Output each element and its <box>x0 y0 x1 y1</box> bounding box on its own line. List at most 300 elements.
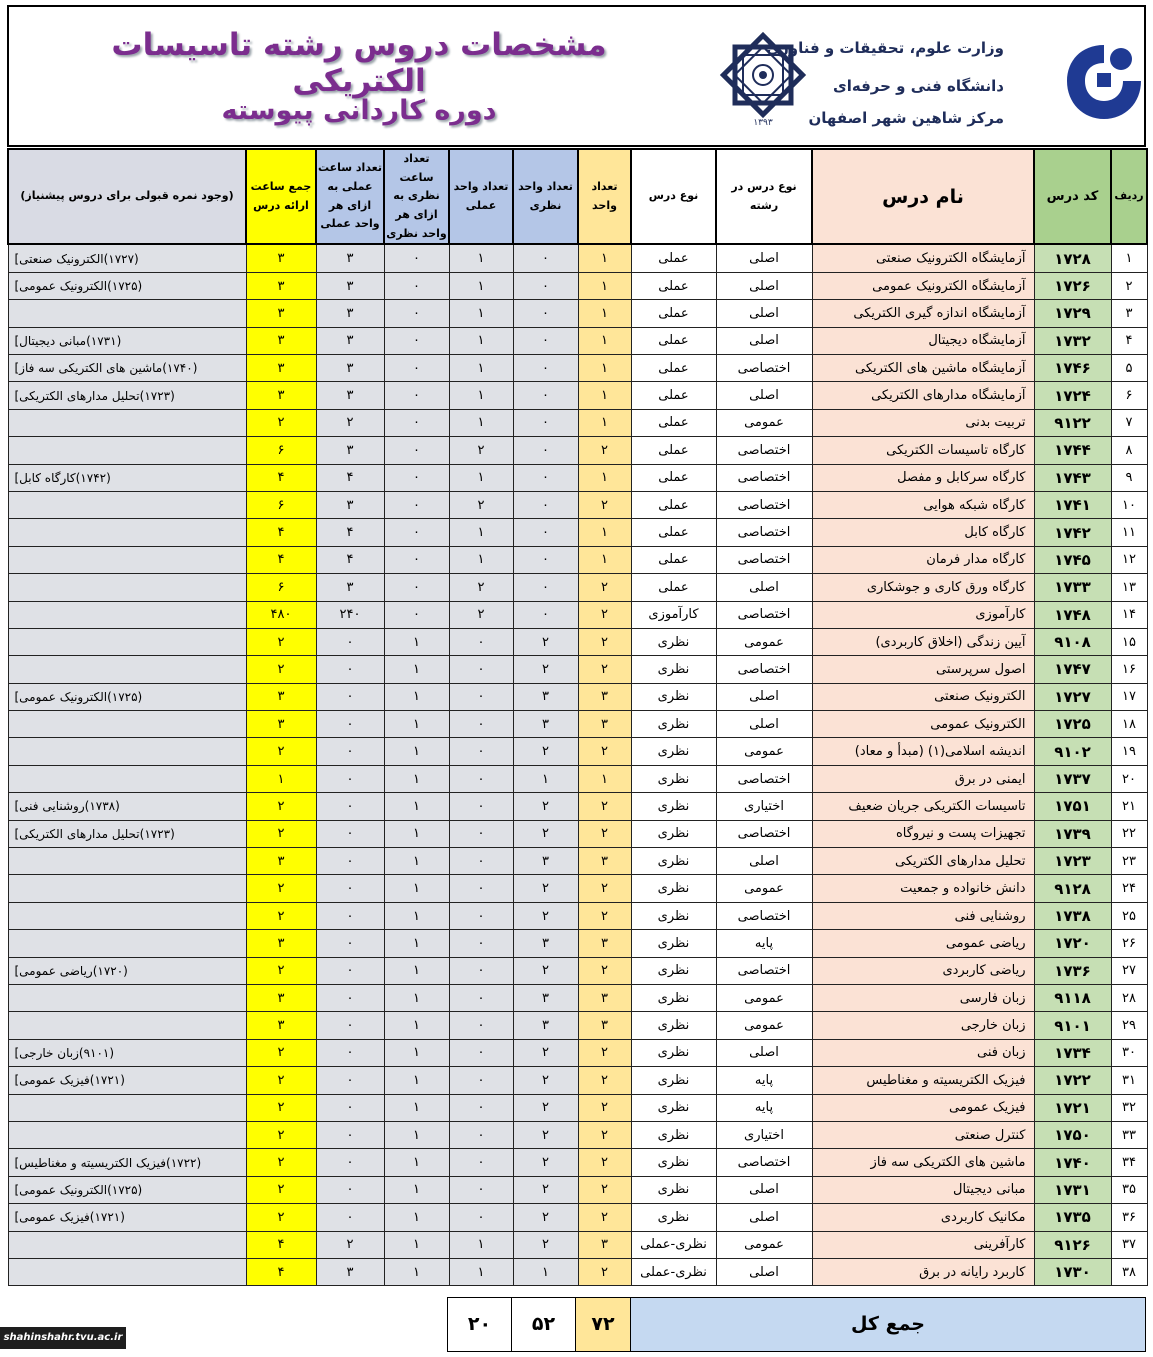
cell-units: ۲ <box>578 1204 631 1231</box>
cell-course-code: ۹۱۰۱ <box>1034 1012 1111 1039</box>
cell-course-kind: نظری <box>631 711 716 738</box>
cell-practice-units: ۰ <box>449 1012 513 1039</box>
cell-practice-units: ۱ <box>449 1231 513 1258</box>
cell-prerequisite: (۱۷۲۵)الکترونیک عمومی] <box>8 272 246 299</box>
cell-course-code: ۱۷۳۷ <box>1034 765 1111 792</box>
cell-course-kind: کارآموزی <box>631 601 716 628</box>
cell-total-hours: ۳ <box>246 930 316 957</box>
table-row <box>8 1149 1147 1176</box>
cell-practice-hours: ۰ <box>316 1176 384 1203</box>
cell-practice-units: ۰ <box>449 628 513 655</box>
document-title: مشخصات دروس رشته تاسیسات الکتریکی <box>111 27 607 99</box>
cell-kind-in-field: اختصاصی <box>716 820 812 847</box>
cell-prerequisite <box>8 902 246 929</box>
cell-theory-hours: ۱ <box>384 957 449 984</box>
cell-units: ۳ <box>578 984 631 1011</box>
cell-row-number: ۲۸ <box>1111 984 1147 1011</box>
cell-practice-hours: ۰ <box>316 738 384 765</box>
header-total-hours: جمع ساعت ارائه درس <box>246 149 316 244</box>
cell-row-number: ۷ <box>1111 409 1147 436</box>
cell-total-hours: ۶ <box>246 437 316 464</box>
cell-course-kind: نظری <box>631 957 716 984</box>
cell-units: ۲ <box>578 820 631 847</box>
header-course-kind: نوع درس <box>631 149 716 244</box>
cell-kind-in-field: اختصاصی <box>716 957 812 984</box>
cell-theory-units: ۳ <box>513 930 578 957</box>
cell-kind-in-field: عمومی <box>716 1012 812 1039</box>
cell-prerequisite: (۱۷۲۱)فیزیک عمومی] <box>8 1067 246 1094</box>
cell-units: ۲ <box>578 793 631 820</box>
cell-total-hours: ۴ <box>246 519 316 546</box>
cell-prerequisite <box>8 656 246 683</box>
cell-row-number: ۱۹ <box>1111 738 1147 765</box>
cell-theory-hours: ۱ <box>384 1121 449 1148</box>
cell-theory-hours: ۱ <box>384 1012 449 1039</box>
cell-theory-units: ۰ <box>513 546 578 573</box>
cell-practice-units: ۱ <box>449 244 513 272</box>
cell-course-code: ۱۷۴۰ <box>1034 1149 1111 1176</box>
cell-theory-hours: ۰ <box>384 244 449 272</box>
cell-theory-units: ۰ <box>513 491 578 518</box>
cell-kind-in-field: عمومی <box>716 875 812 902</box>
cell-practice-hours: ۰ <box>316 683 384 710</box>
cell-practice-hours: ۳ <box>316 300 384 327</box>
cell-units: ۲ <box>578 1176 631 1203</box>
cell-total-hours: ۲ <box>246 793 316 820</box>
cell-kind-in-field: اصلی <box>716 244 812 272</box>
cell-row-number: ۲۴ <box>1111 875 1147 902</box>
cell-total-hours: ۲ <box>246 409 316 436</box>
cell-course-name: آزمایشگاه دیجیتال <box>812 327 1034 354</box>
cell-row-number: ۲۳ <box>1111 848 1147 875</box>
cell-course-name: الکترونیک عمومی <box>812 711 1034 738</box>
cell-theory-units: ۲ <box>513 1121 578 1148</box>
cell-row-number: ۲۲ <box>1111 820 1147 847</box>
cell-prerequisite: (۱۷۳۱)مبانی دیجیتال] <box>8 327 246 354</box>
cell-kind-in-field: اصلی <box>716 300 812 327</box>
cell-course-kind: نظری <box>631 628 716 655</box>
cell-practice-hours: ۰ <box>316 711 384 738</box>
cell-practice-hours: ۳ <box>316 272 384 299</box>
cell-theory-hours: ۰ <box>384 327 449 354</box>
cell-course-name: الکترونیک صنعتی <box>812 683 1034 710</box>
cell-units: ۳ <box>578 711 631 738</box>
cell-theory-hours: ۱ <box>384 656 449 683</box>
cell-theory-hours: ۱ <box>384 848 449 875</box>
cell-course-kind: نظری <box>631 1204 716 1231</box>
cell-course-kind: نظری <box>631 984 716 1011</box>
cell-row-number: ۱۳ <box>1111 574 1147 601</box>
cell-kind-in-field: پایه <box>716 1094 812 1121</box>
cell-row-number: ۱۲ <box>1111 546 1147 573</box>
cell-practice-hours: ۰ <box>316 656 384 683</box>
totals-practice-units: ۲۰ <box>447 1297 512 1352</box>
cell-practice-hours: ۰ <box>316 848 384 875</box>
cell-prerequisite: (۱۷۴۲)کارگاه کابل] <box>8 464 246 491</box>
cell-theory-units: ۰ <box>513 300 578 327</box>
cell-course-kind: نظری-عملی <box>631 1231 716 1258</box>
cell-row-number: ۱ <box>1111 244 1147 272</box>
cell-kind-in-field: پایه <box>716 930 812 957</box>
cell-course-kind: نظری <box>631 902 716 929</box>
cell-kind-in-field: عمومی <box>716 1231 812 1258</box>
cell-kind-in-field: اختصاصی <box>716 902 812 929</box>
cell-theory-units: ۰ <box>513 409 578 436</box>
table-row <box>8 1231 1147 1258</box>
table-row <box>8 711 1147 738</box>
cell-practice-units: ۰ <box>449 1204 513 1231</box>
cell-course-code: ۱۷۲۹ <box>1034 300 1111 327</box>
cell-units: ۳ <box>578 930 631 957</box>
cell-kind-in-field: عمومی <box>716 628 812 655</box>
cell-kind-in-field: اختصاصی <box>716 765 812 792</box>
cell-practice-units: ۲ <box>449 491 513 518</box>
cell-practice-hours: ۴ <box>316 464 384 491</box>
cell-course-name: تحلیل مدارهای الکتریکی <box>812 848 1034 875</box>
table-row <box>8 437 1147 464</box>
cell-course-code: ۱۷۴۱ <box>1034 491 1111 518</box>
cell-course-code: ۱۷۴۳ <box>1034 464 1111 491</box>
cell-prerequisite <box>8 409 246 436</box>
cell-course-name: فیزیک عمومی <box>812 1094 1034 1121</box>
cell-total-hours: ۴ <box>246 546 316 573</box>
cell-practice-hours: ۰ <box>316 875 384 902</box>
cell-course-kind: نظری <box>631 656 716 683</box>
table-row <box>8 848 1147 875</box>
cell-course-kind: عملی <box>631 409 716 436</box>
cell-units: ۲ <box>578 902 631 929</box>
cell-units: ۲ <box>578 957 631 984</box>
cell-row-number: ۲۱ <box>1111 793 1147 820</box>
cell-prerequisite <box>8 574 246 601</box>
cell-practice-units: ۱ <box>449 355 513 382</box>
cell-course-name: کارگاه کابل <box>812 519 1034 546</box>
cell-units: ۲ <box>578 1039 631 1066</box>
cell-row-number: ۴ <box>1111 327 1147 354</box>
cell-practice-hours: ۰ <box>316 984 384 1011</box>
cell-course-code: ۱۷۳۴ <box>1034 1039 1111 1066</box>
cell-total-hours: ۳ <box>246 327 316 354</box>
cell-practice-units: ۰ <box>449 711 513 738</box>
cell-practice-hours: ۳ <box>316 437 384 464</box>
cell-course-code: ۱۷۵۰ <box>1034 1121 1111 1148</box>
cell-course-code: ۹۱۲۲ <box>1034 409 1111 436</box>
cell-prerequisite: (۹۱۰۱)زبان خارجی] <box>8 1039 246 1066</box>
cell-practice-hours: ۳ <box>316 382 384 409</box>
cell-theory-hours: ۱ <box>384 902 449 929</box>
cell-course-code: ۹۱۰۸ <box>1034 628 1111 655</box>
cell-kind-in-field: اصلی <box>716 1039 812 1066</box>
cell-practice-hours: ۰ <box>316 793 384 820</box>
cell-course-name: کنترل صنعتی <box>812 1121 1034 1148</box>
cell-row-number: ۱۱ <box>1111 519 1147 546</box>
cell-theory-units: ۰ <box>513 355 578 382</box>
cell-units: ۲ <box>578 1149 631 1176</box>
table-row <box>8 382 1147 409</box>
cell-practice-hours: ۳ <box>316 574 384 601</box>
cell-units: ۱ <box>578 409 631 436</box>
cell-theory-units: ۲ <box>513 1231 578 1258</box>
cell-units: ۲ <box>578 574 631 601</box>
cell-course-name: آزمایشگاه الکترونیک صنعتی <box>812 244 1034 272</box>
cell-theory-units: ۰ <box>513 437 578 464</box>
cell-course-kind: عملی <box>631 327 716 354</box>
cell-practice-units: ۰ <box>449 793 513 820</box>
cell-course-name: زبان خارجی <box>812 1012 1034 1039</box>
cell-row-number: ۲۹ <box>1111 1012 1147 1039</box>
cell-practice-units: ۱ <box>449 300 513 327</box>
cell-course-name: فیزیک الکتریسیته و مغناطیس <box>812 1067 1034 1094</box>
cell-total-hours: ۴ <box>246 1258 316 1285</box>
header-practice-units: تعداد واحد عملی <box>449 149 513 244</box>
cell-practice-units: ۱ <box>449 546 513 573</box>
cell-theory-units: ۰ <box>513 382 578 409</box>
cell-row-number: ۳۳ <box>1111 1121 1147 1148</box>
cell-practice-units: ۰ <box>449 957 513 984</box>
cell-total-hours: ۲ <box>246 1121 316 1148</box>
cell-row-number: ۲۰ <box>1111 765 1147 792</box>
cell-theory-hours: ۱ <box>384 1149 449 1176</box>
cell-total-hours: ۳ <box>246 355 316 382</box>
cell-kind-in-field: اختیاری <box>716 1121 812 1148</box>
cell-course-name: آزمایشگاه اندازه گیری الکتریکی <box>812 300 1034 327</box>
cell-prerequisite <box>8 1094 246 1121</box>
cell-kind-in-field: اختصاصی <box>716 1149 812 1176</box>
cell-course-code: ۱۷۳۱ <box>1034 1176 1111 1203</box>
cell-kind-in-field: اصلی <box>716 327 812 354</box>
cell-theory-hours: ۰ <box>384 300 449 327</box>
cell-prerequisite <box>8 875 246 902</box>
cell-kind-in-field: اختصاصی <box>716 656 812 683</box>
cell-theory-units: ۰ <box>513 272 578 299</box>
table-row <box>8 820 1147 847</box>
institution-line-3: مرکز شاهین شهر اصفهان <box>808 109 1004 127</box>
table-row <box>8 519 1147 546</box>
table-row <box>8 628 1147 655</box>
cell-course-kind: عملی <box>631 272 716 299</box>
institution-line-1: وزارت علوم، تحقیقات و فناوری <box>766 39 1004 57</box>
table-row <box>8 272 1147 299</box>
cell-row-number: ۳۸ <box>1111 1258 1147 1285</box>
cell-practice-hours: ۰ <box>316 628 384 655</box>
cell-practice-units: ۲ <box>449 601 513 628</box>
cell-course-code: ۱۷۴۸ <box>1034 601 1111 628</box>
cell-course-kind: نظری <box>631 683 716 710</box>
cell-units: ۱ <box>578 300 631 327</box>
cell-total-hours: ۲ <box>246 738 316 765</box>
cell-units: ۳ <box>578 848 631 875</box>
cell-practice-units: ۰ <box>449 1121 513 1148</box>
cell-kind-in-field: اصلی <box>716 272 812 299</box>
cell-total-hours: ۲ <box>246 628 316 655</box>
cell-course-name: کارآموزی <box>812 601 1034 628</box>
cell-theory-hours: ۱ <box>384 1176 449 1203</box>
cell-units: ۲ <box>578 1121 631 1148</box>
cell-course-kind: نظری <box>631 930 716 957</box>
cell-course-name: ریاضی کاربردی <box>812 957 1034 984</box>
cell-total-hours: ۶ <box>246 491 316 518</box>
seal-year: ۱۳۹۳ <box>753 118 773 128</box>
header-theory-units: تعداد واحد نظری <box>513 149 578 244</box>
cell-total-hours: ۲ <box>246 1067 316 1094</box>
cell-course-kind: نظری <box>631 793 716 820</box>
cell-theory-hours: ۱ <box>384 1094 449 1121</box>
cell-practice-units: ۰ <box>449 683 513 710</box>
cell-theory-hours: ۱ <box>384 711 449 738</box>
cell-course-kind: عملی <box>631 437 716 464</box>
cell-course-code: ۱۷۴۵ <box>1034 546 1111 573</box>
cell-kind-in-field: اصلی <box>716 1176 812 1203</box>
totals-theory-units: ۵۲ <box>511 1297 576 1352</box>
cell-course-code: ۱۷۳۳ <box>1034 574 1111 601</box>
document-header <box>7 5 1146 147</box>
cell-practice-units: ۲ <box>449 574 513 601</box>
cell-prerequisite: (۱۷۲۵)الکترونیک عمومی] <box>8 1176 246 1203</box>
table-row <box>8 765 1147 792</box>
cell-course-name: دانش خانواده و جمعیت <box>812 875 1034 902</box>
cell-kind-in-field: اصلی <box>716 1204 812 1231</box>
cell-course-name: ایمنی در برق <box>812 765 1034 792</box>
cell-course-kind: عملی <box>631 574 716 601</box>
cell-kind-in-field: اصلی <box>716 711 812 738</box>
cell-row-number: ۲۶ <box>1111 930 1147 957</box>
course-table <box>7 148 1148 1286</box>
cell-theory-units: ۲ <box>513 957 578 984</box>
cell-prerequisite: (۱۷۲۳)تحلیل مدارهای الکتریکی] <box>8 382 246 409</box>
cell-row-number: ۱۴ <box>1111 601 1147 628</box>
cell-prerequisite <box>8 519 246 546</box>
table-row <box>8 656 1147 683</box>
cell-total-hours: ۲ <box>246 1039 316 1066</box>
cell-theory-units: ۰ <box>513 244 578 272</box>
cell-practice-hours: ۰ <box>316 1121 384 1148</box>
cell-kind-in-field: اختیاری <box>716 793 812 820</box>
cell-theory-units: ۳ <box>513 711 578 738</box>
cell-theory-units: ۰ <box>513 327 578 354</box>
table-row <box>8 546 1147 573</box>
cell-theory-hours: ۱ <box>384 765 449 792</box>
cell-course-kind: عملی <box>631 464 716 491</box>
cell-kind-in-field: اختصاصی <box>716 601 812 628</box>
table-row <box>8 1258 1147 1285</box>
cell-units: ۱ <box>578 765 631 792</box>
cell-practice-units: ۱ <box>449 1258 513 1285</box>
cell-course-kind: نظری <box>631 1094 716 1121</box>
cell-units: ۲ <box>578 1067 631 1094</box>
header-row-number: ردیف <box>1111 149 1147 244</box>
cell-course-name: کارگاه مدار فرمان <box>812 546 1034 573</box>
cell-practice-hours: ۰ <box>316 1094 384 1121</box>
document-subtitle: دوره کاردانی پیوسته <box>221 95 497 126</box>
cell-practice-units: ۱ <box>449 272 513 299</box>
cell-prerequisite: (۱۷۲۵)الکترونیک عمومی] <box>8 683 246 710</box>
cell-kind-in-field: اصلی <box>716 574 812 601</box>
cell-kind-in-field: پایه <box>716 1067 812 1094</box>
cell-kind-in-field: اصلی <box>716 683 812 710</box>
cell-theory-hours: ۰ <box>384 574 449 601</box>
cell-practice-hours: ۲۴۰ <box>316 601 384 628</box>
cell-course-code: ۱۷۲۴ <box>1034 382 1111 409</box>
cell-theory-hours: ۰ <box>384 272 449 299</box>
cell-units: ۱ <box>578 327 631 354</box>
cell-course-kind: عملی <box>631 300 716 327</box>
cell-prerequisite <box>8 437 246 464</box>
cell-practice-hours: ۰ <box>316 902 384 929</box>
cell-total-hours: ۱ <box>246 765 316 792</box>
cell-practice-hours: ۳ <box>316 327 384 354</box>
cell-course-kind: نظری <box>631 820 716 847</box>
cell-course-kind: نظری <box>631 1039 716 1066</box>
cell-course-code: ۱۷۳۰ <box>1034 1258 1111 1285</box>
cell-row-number: ۳ <box>1111 300 1147 327</box>
cell-total-hours: ۴ <box>246 464 316 491</box>
cell-practice-units: ۰ <box>449 1094 513 1121</box>
cell-practice-hours: ۳ <box>316 1258 384 1285</box>
cell-total-hours: ۲ <box>246 1176 316 1203</box>
cell-row-number: ۵ <box>1111 355 1147 382</box>
cell-theory-hours: ۱ <box>384 1039 449 1066</box>
cell-theory-hours: ۰ <box>384 519 449 546</box>
cell-prerequisite: (۱۷۲۱)فیزیک عمومی] <box>8 1204 246 1231</box>
cell-theory-hours: ۱ <box>384 1067 449 1094</box>
cell-practice-hours: ۳ <box>316 355 384 382</box>
cell-units: ۱ <box>578 519 631 546</box>
cell-practice-hours: ۰ <box>316 1012 384 1039</box>
cell-kind-in-field: عمومی <box>716 738 812 765</box>
cell-prerequisite <box>8 930 246 957</box>
cell-theory-units: ۲ <box>513 875 578 902</box>
cell-units: ۲ <box>578 601 631 628</box>
cell-prerequisite: (۱۷۲۳)تحلیل مدارهای الکتریکی] <box>8 820 246 847</box>
table-row <box>8 1121 1147 1148</box>
cell-course-name: تربیت بدنی <box>812 409 1034 436</box>
table-row <box>8 409 1147 436</box>
cell-practice-hours: ۴ <box>316 546 384 573</box>
cell-course-code: ۱۷۲۰ <box>1034 930 1111 957</box>
cell-course-kind: نظری <box>631 1176 716 1203</box>
cell-prerequisite <box>8 765 246 792</box>
cell-course-code: ۱۷۲۷ <box>1034 683 1111 710</box>
table-row <box>8 1067 1147 1094</box>
cell-theory-units: ۱ <box>513 1258 578 1285</box>
cell-practice-hours: ۳ <box>316 244 384 272</box>
table-row <box>8 1039 1147 1066</box>
cell-course-name: اصول سرپرستی <box>812 656 1034 683</box>
cell-course-kind: عملی <box>631 382 716 409</box>
cell-course-code: ۱۷۲۱ <box>1034 1094 1111 1121</box>
cell-units: ۱ <box>578 546 631 573</box>
table-row <box>8 902 1147 929</box>
cell-theory-hours: ۱ <box>384 628 449 655</box>
cell-practice-hours: ۰ <box>316 1149 384 1176</box>
cell-practice-hours: ۰ <box>316 1067 384 1094</box>
cell-course-kind: نظری <box>631 765 716 792</box>
cell-theory-hours: ۱ <box>384 738 449 765</box>
university-logo-icon <box>1059 37 1149 127</box>
cell-total-hours: ۲ <box>246 875 316 902</box>
cell-theory-units: ۰ <box>513 601 578 628</box>
cell-course-name: کارگاه تاسیسات الکتریکی <box>812 437 1034 464</box>
cell-total-hours: ۳ <box>246 244 316 272</box>
cell-theory-units: ۲ <box>513 738 578 765</box>
cell-kind-in-field: عمومی <box>716 409 812 436</box>
cell-prerequisite <box>8 628 246 655</box>
cell-theory-units: ۲ <box>513 1176 578 1203</box>
cell-units: ۱ <box>578 355 631 382</box>
cell-row-number: ۳۱ <box>1111 1067 1147 1094</box>
cell-practice-units: ۱ <box>449 382 513 409</box>
cell-prerequisite <box>8 1121 246 1148</box>
